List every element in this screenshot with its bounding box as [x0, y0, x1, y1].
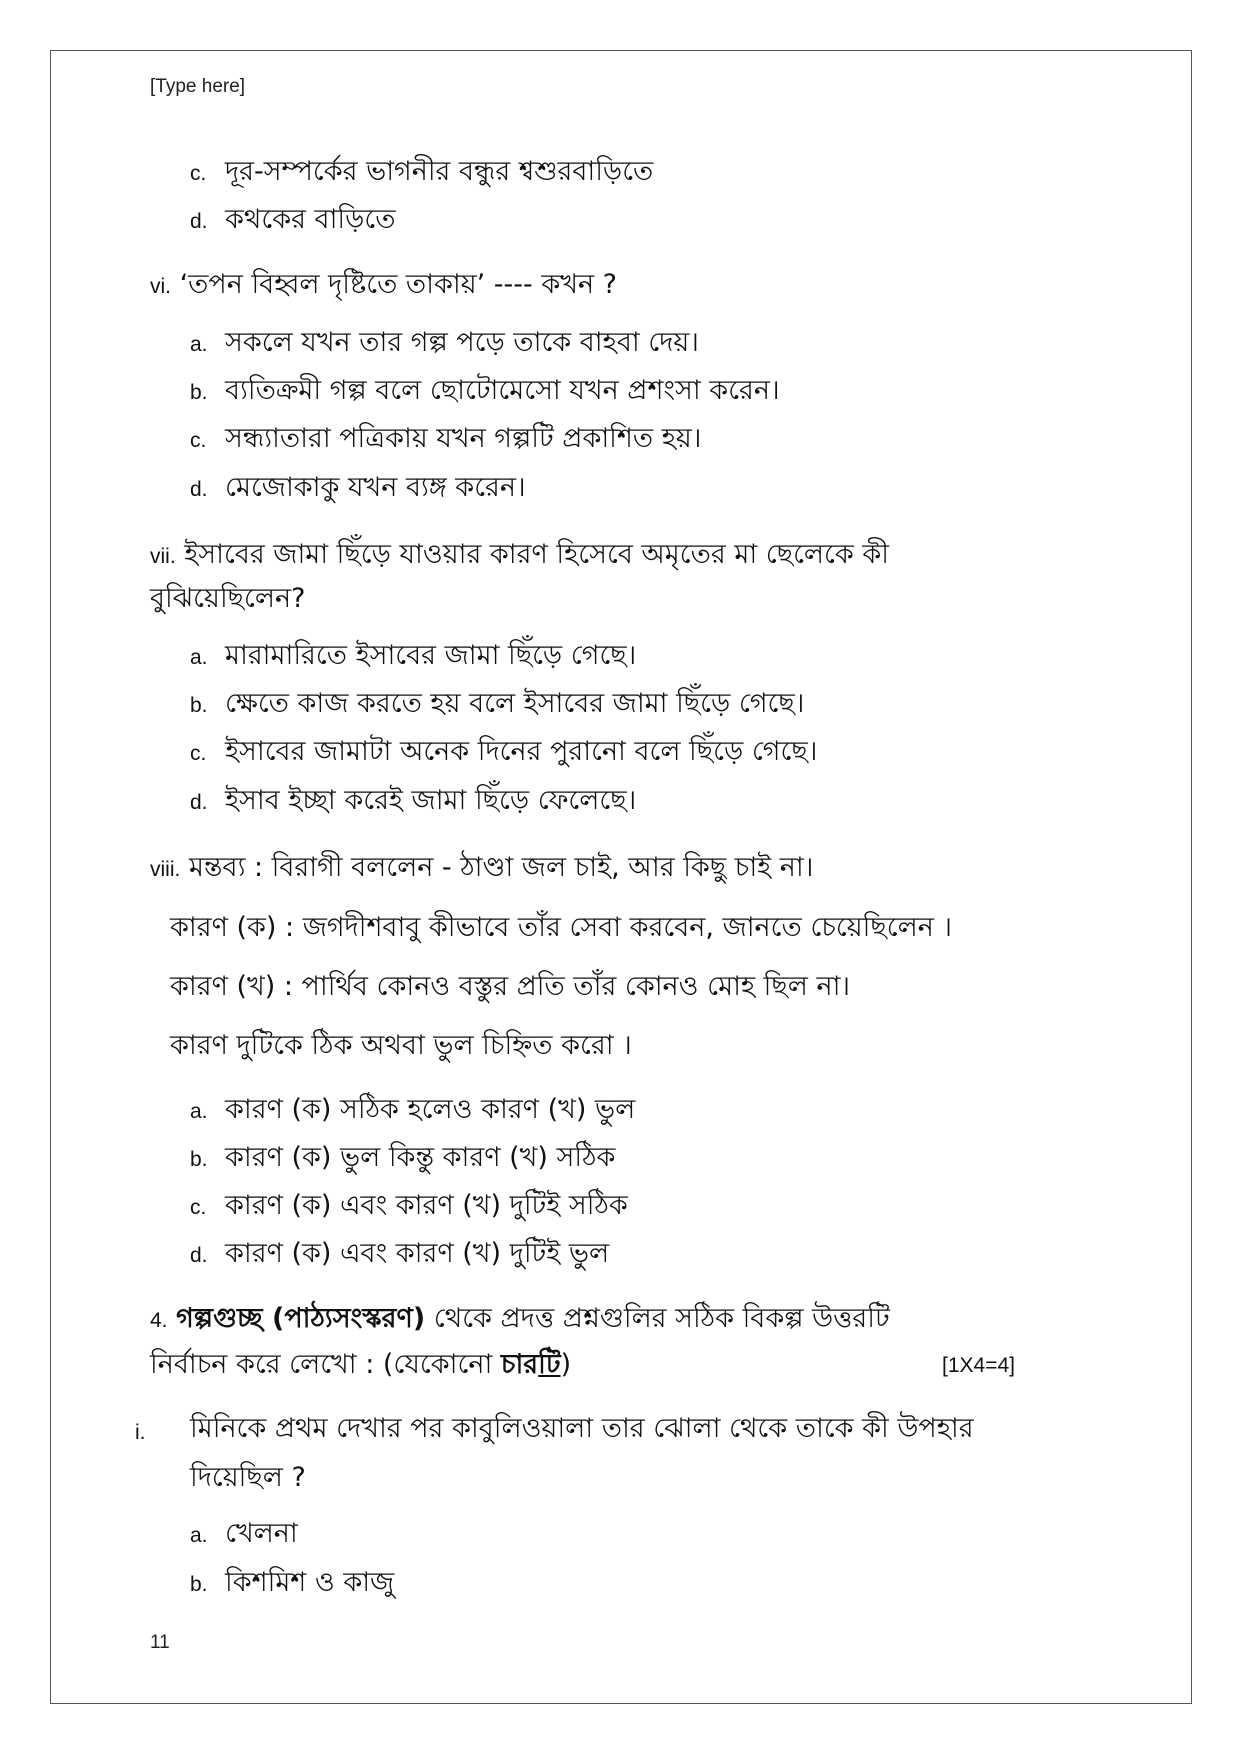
question-text: মিনিকে প্রথম দেখার পর কাবুলিওয়ালা তার ঝোলা থেকে তাকে কী উপহার — [190, 1413, 974, 1444]
option-text: কিশমিশ ও কাজু — [225, 1567, 395, 1598]
option-d — [190, 784, 636, 820]
section-4-heading — [150, 1302, 890, 1338]
option-label: d. — [190, 478, 208, 501]
statement-text: মন্তব্য : বিরাগী বললেন - ঠাণ্ডা জল চাই, আর কিছু চাই না। — [188, 852, 814, 883]
question-text-continued: দিয়েছিল ? — [190, 1462, 306, 1493]
question-number: vii. — [150, 545, 176, 568]
option-text: ইসাব ইচ্ছা করেই জামা ছিঁড়ে ফেলেছে। — [225, 785, 637, 816]
option-label: a. — [190, 646, 208, 669]
option-b — [190, 1566, 394, 1602]
option-label: d. — [190, 1244, 208, 1267]
option-b — [190, 374, 780, 410]
option-label: c. — [190, 429, 207, 452]
instruction-bold-underlined: টি — [538, 1349, 561, 1380]
option-c — [190, 735, 817, 771]
option-text: কারণ (ক) ভুল কিন্তু কারণ (খ) সঠিক — [225, 1142, 616, 1173]
question-number: vi. — [150, 275, 171, 298]
option-text: ব্যতিক্রমী গল্প বলে ছোটোমেসো যখন প্রশংসা করেন। — [225, 375, 780, 406]
option-b — [190, 687, 804, 723]
option-d — [190, 203, 396, 239]
reason-a: কারণ (ক) : জগদীশবাবু কীভাবে তাঁর সেবা করবেন, জানতে চেয়েছিলেন । — [170, 912, 953, 943]
question-text: ‘তপন বিহ্বল দৃষ্টিতে তাকায়’ ---- কখন ? — [179, 269, 617, 300]
option-label: c. — [190, 162, 207, 185]
section-number: 4. — [150, 1309, 168, 1332]
option-a — [190, 1517, 298, 1553]
option-label: b. — [190, 381, 208, 404]
instruction-text: কারণ দুটিকে ঠিক অথবা ভুল চিহ্নিত করো । — [170, 1030, 632, 1061]
page-header: [Type here] — [150, 76, 246, 97]
instruction-suffix: ) — [560, 1349, 572, 1380]
option-text: দূর-সম্পর্কের ভাগনীর বন্ধুর শ্বশুরবাড়িতে — [225, 156, 654, 187]
option-label: a. — [190, 333, 208, 356]
reason-b: কারণ (খ) : পার্থিব কোনও বস্তুর প্রতি তাঁর কোনও মোহ ছিল না। — [170, 971, 851, 1002]
option-text: ক্ষেতে কাজ করতে হয় বলে ইসাবের জামা ছিঁড়ে গেছে। — [225, 688, 805, 719]
option-text: ইসাবের জামাটা অনেক দিনের পুরানো বলে ছিঁড়ে গেছে। — [225, 736, 818, 767]
option-text: সকলে যখন তার গল্প পড়ে তাকে বাহবা দেয়। — [225, 327, 699, 358]
question-number: i. — [135, 1421, 146, 1444]
page-number: 11 — [150, 1632, 170, 1653]
question-text-continued: বুঝিয়েছিলেন? — [150, 583, 306, 614]
option-c — [190, 155, 653, 191]
question-number: viii. — [150, 858, 181, 881]
option-text: খেলনা — [225, 1518, 298, 1549]
option-c — [190, 1189, 628, 1225]
option-a — [190, 1093, 635, 1129]
section-title-bold: গল্পগুচ্ছ (পাঠ্যসংস্করণ) — [176, 1303, 426, 1334]
question-text: ইসাবের জামা ছিঁড়ে যাওয়ার কারণ হিসেবে অমৃতের মা ছেলেকে কী — [184, 539, 889, 570]
option-label: c. — [190, 742, 207, 765]
option-text: সন্ধ্যাতারা পত্রিকায় যখন গল্পটি প্রকাশিত হয়। — [225, 423, 702, 454]
question-viii — [150, 851, 813, 887]
option-label: d. — [190, 210, 208, 233]
option-text: মারামারিতে ইসাবের জামা ছিঁড়ে গেছে। — [225, 640, 637, 671]
instruction-bold: চার — [500, 1349, 539, 1380]
option-text: কারণ (ক) এবং কারণ (খ) দুটিই ভুল — [225, 1238, 610, 1269]
option-text: মেজোকাকু যখন ব্যঙ্গ করেন। — [225, 472, 526, 503]
marks-label: [1X4=4] — [942, 1354, 1015, 1377]
question-vi — [150, 268, 617, 304]
option-label: b. — [190, 694, 208, 717]
option-text: কথকের বাড়িতে — [225, 204, 396, 235]
option-label: c. — [190, 1196, 207, 1219]
question-vii — [150, 538, 889, 574]
option-a — [190, 639, 636, 675]
option-label: a. — [190, 1100, 208, 1123]
option-label: a. — [190, 1524, 208, 1547]
option-c — [190, 422, 701, 458]
option-b — [190, 1141, 615, 1177]
option-a — [190, 326, 699, 362]
section-title-rest: থেকে প্রদত্ত প্রশ্নগুলির সঠিক বিকল্প উত্তরটি — [425, 1303, 890, 1334]
option-label: b. — [190, 1148, 208, 1171]
option-d — [190, 471, 526, 507]
option-text: কারণ (ক) এবং কারণ (খ) দুটিই সঠিক — [225, 1190, 628, 1221]
option-text: কারণ (ক) সঠিক হলেও কারণ (খ) ভুল — [225, 1094, 636, 1125]
option-d — [190, 1237, 609, 1273]
option-label: d. — [190, 791, 208, 814]
section-4-instruction — [150, 1348, 571, 1382]
instruction-prefix: নির্বাচন করে লেখো : (যেকোনো — [150, 1349, 501, 1380]
option-label: b. — [190, 1573, 208, 1596]
